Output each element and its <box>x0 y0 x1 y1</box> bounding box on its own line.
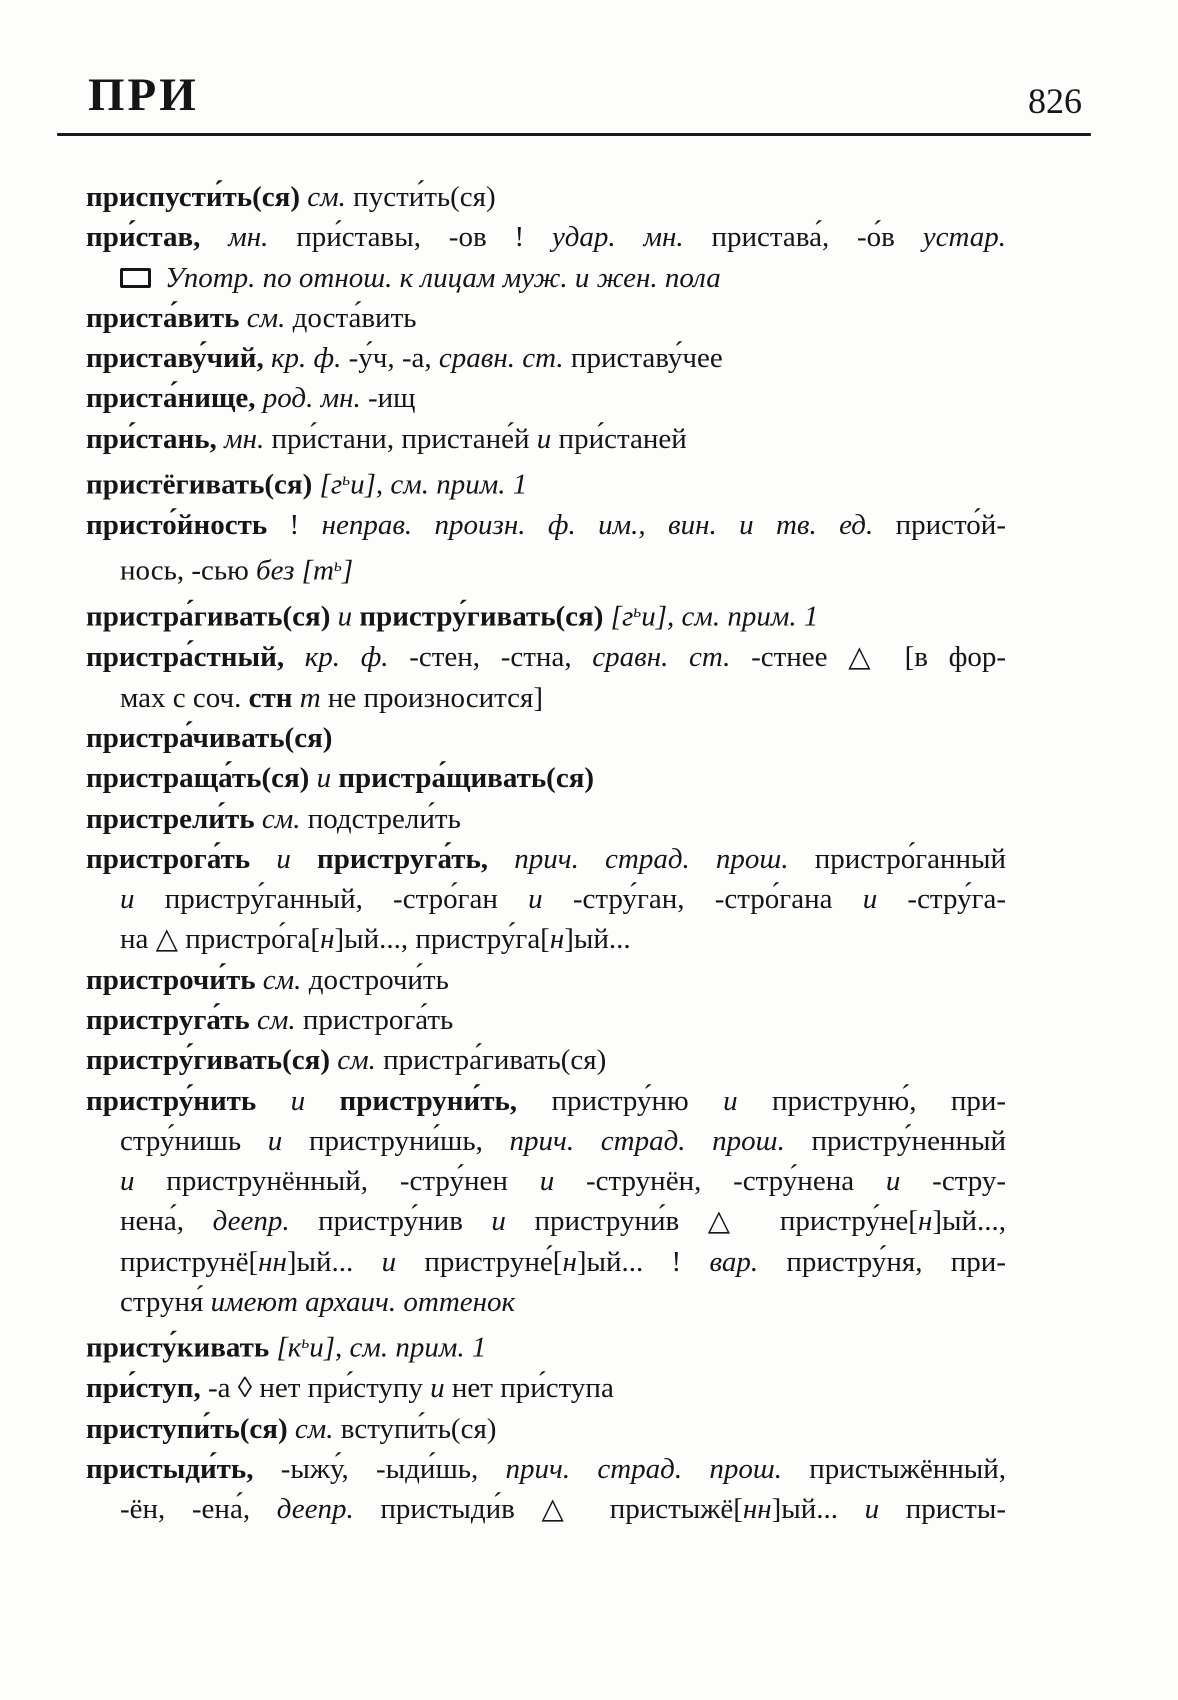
grammar-label: и <box>885 1165 933 1198</box>
grammar-label: и <box>430 1372 452 1405</box>
grammar-label: без [т <box>256 555 334 588</box>
entries <box>0 177 1178 1530</box>
grammar-label: н <box>917 1205 933 1238</box>
grammar-label: ] <box>341 555 354 588</box>
entry-line <box>0 378 1178 418</box>
grammar-label: и], см. прим. 1 <box>641 601 819 634</box>
entry-text: на △ пристро́га[ <box>120 923 321 956</box>
grammar-label: см. <box>246 301 293 334</box>
superscript-soft-sign: ь <box>342 469 351 490</box>
entry-text: подстрели́ть <box>307 802 461 835</box>
grammar-label: см. <box>337 1044 384 1077</box>
headword-text: при́стань, <box>86 422 225 455</box>
header-rule <box>57 133 1091 136</box>
entry-line <box>0 1081 1178 1121</box>
entry-text: струня́ <box>120 1286 211 1319</box>
entry-line <box>0 919 1178 959</box>
grammar-label: сравн. ст. <box>438 342 571 375</box>
entry-line <box>0 545 1178 591</box>
grammar-label: и <box>539 1165 586 1198</box>
entry-line <box>0 758 1178 798</box>
grammar-label: прич. страд. прош. <box>514 842 815 875</box>
entry-text: пристру́ненный <box>811 1124 1006 1157</box>
entry-line <box>0 678 1178 718</box>
headword-text: приспусти́ть(ся) <box>86 181 308 213</box>
grammar-label: и <box>536 422 559 455</box>
entry-text: ]ый... <box>286 1245 382 1278</box>
headword-text: пристёгивать(ся) <box>86 468 320 501</box>
grammar-label: и <box>528 883 573 916</box>
grammar-label: см. <box>294 1412 341 1445</box>
grammar-label: и <box>276 842 318 875</box>
headword-text: пристраща́ть(ся) <box>86 762 317 795</box>
entry-line <box>0 298 1178 338</box>
entry-text: ]ый..., пристру́га[ <box>334 923 550 956</box>
entry-line <box>0 1161 1178 1201</box>
entry-text: пристру́нив <box>318 1205 492 1238</box>
entry-text: присто́й- <box>895 509 1006 542</box>
superscript-soft-sign: ь <box>633 601 642 622</box>
grammar-label: кр. ф. <box>304 641 410 674</box>
entry-line <box>0 1201 1178 1241</box>
entry-line <box>0 1282 1178 1322</box>
entry-line <box>0 1242 1178 1282</box>
entry-text: -стнее △ [в фор- <box>751 641 1007 674</box>
grammar-label: кр. ф. <box>270 342 349 375</box>
grammar-label: и <box>120 883 165 916</box>
headword-text: приструга́ть, <box>317 842 515 875</box>
grammar-label: и <box>491 1205 535 1238</box>
headword-text: присту́кивать <box>86 1332 277 1365</box>
entry-text: приструни́шь, <box>308 1124 510 1157</box>
entry-text: -ён, -ена́, <box>120 1493 277 1526</box>
grammar-label: т <box>299 681 328 714</box>
running-head: ПРИ <box>88 69 199 121</box>
grammar-label: и <box>337 601 360 634</box>
usage-note-box-icon <box>120 268 151 288</box>
entry-text: не произносится] <box>327 681 544 714</box>
entry-text: -ыжу́, -ыди́шь, <box>280 1452 506 1485</box>
entry-text: дострочи́ть <box>308 963 449 996</box>
entry-text: при́ставы, -ов ! <box>296 221 552 254</box>
page-number: 826 <box>1028 81 1082 121</box>
grammar-label: неправ. произн. ф. им., вин. и тв. ед. <box>321 509 896 542</box>
entry-line <box>0 505 1178 545</box>
entry-text: пристру́ня, при- <box>786 1245 1006 1278</box>
headword-text: пристру́гивать(ся) <box>86 1044 338 1077</box>
entry-text: приструнённый, -стру́нен <box>166 1165 540 1198</box>
entry-line <box>0 1489 1178 1529</box>
entry-line <box>0 1449 1178 1489</box>
entry-text: приструне́[ <box>424 1245 563 1278</box>
entry-text: -струнён, -стру́нена <box>586 1165 886 1198</box>
headword-text: при́ступ, <box>86 1372 208 1405</box>
headword-text: пристра́чивать(ся) <box>86 721 333 754</box>
entry-line <box>0 419 1178 459</box>
entry-text: -стру́ган, -стро́гана <box>572 883 863 916</box>
grammar-label: прич. страд. прош. <box>509 1124 812 1157</box>
grammar-label: имеют архаич. оттенок <box>210 1286 516 1319</box>
entry-line <box>0 1040 1178 1080</box>
entry-text: присты- <box>905 1493 1006 1526</box>
headword-text: пристрели́ть <box>86 802 262 835</box>
grammar-label: и <box>290 1084 340 1117</box>
headword-text: стн <box>248 681 300 714</box>
grammar-label: и <box>381 1245 425 1278</box>
entry-line <box>0 1322 1178 1368</box>
headword-text: пристра́гивать(ся) <box>86 601 338 634</box>
entry-text: доста́вить <box>292 301 417 334</box>
superscript-soft-sign: ь <box>301 1332 310 1353</box>
entry-text: пристру́ганный, -стро́ган <box>164 883 529 916</box>
grammar-label: и], см. прим. 1 <box>350 468 528 501</box>
grammar-label: и <box>862 883 908 916</box>
grammar-label: и <box>723 1084 772 1117</box>
entry-line <box>0 338 1178 378</box>
entry-text: нет при́ступа <box>451 1372 614 1405</box>
headword-text: приструга́ть <box>86 1004 258 1036</box>
entry-line <box>0 799 1178 839</box>
grammar-label: [г <box>319 468 343 501</box>
entry-text: ! <box>289 509 322 542</box>
entry-text: -а ◊ нет при́ступу <box>208 1372 431 1405</box>
grammar-label: деепр. <box>212 1205 319 1238</box>
grammar-label: [к <box>276 1332 302 1365</box>
entry-line <box>0 1409 1178 1449</box>
entry-line <box>0 459 1178 505</box>
grammar-label: и <box>864 1493 906 1526</box>
grammar-label: и <box>120 1165 167 1198</box>
entry-line <box>0 718 1178 758</box>
entry-text: приставу́чее <box>570 342 723 375</box>
entry-text: ]ый..., <box>932 1205 1006 1238</box>
grammar-label: Употр. по отнош. к лицам муж. и жен. пола <box>165 261 721 294</box>
grammar-label: [г <box>610 601 634 634</box>
grammar-label: н <box>320 923 335 956</box>
grammar-label: и <box>316 762 339 795</box>
entry-text: пристава́, -о́в <box>711 221 923 254</box>
entry-text: -ищ <box>367 382 416 415</box>
entry-text: вступи́ть(ся) <box>340 1412 497 1445</box>
entry-text: пусти́ть(ся) <box>353 181 496 213</box>
entry-text: приструню́, при- <box>771 1084 1007 1117</box>
entry-text: приструнё[ <box>120 1245 259 1278</box>
grammar-label: мн. <box>228 221 297 254</box>
grammar-label: см. <box>261 802 308 835</box>
headword-text: пристра́стный, <box>86 641 305 674</box>
grammar-label: устар. <box>922 221 1006 254</box>
entry-line <box>0 591 1178 637</box>
headword-text: приста́вить <box>86 301 247 334</box>
entry-line <box>0 879 1178 919</box>
grammar-label: нн <box>742 1493 772 1526</box>
entry-text: пристро́ганный <box>814 842 1006 875</box>
entry-line <box>0 217 1178 257</box>
entry-line <box>0 1368 1178 1408</box>
entry-text: пристрога́ть <box>302 1004 454 1036</box>
entry-text: при́стани, пристане́й <box>271 422 537 455</box>
entry-line <box>0 960 1178 1000</box>
entry-text: нена́, <box>120 1205 213 1238</box>
entry-text: нось, -сью <box>120 555 257 588</box>
grammar-label: см. <box>257 1004 303 1036</box>
headword-text: пристрога́ть <box>86 842 277 875</box>
grammar-label: удар. мн. <box>551 221 712 254</box>
grammar-label: мн. <box>224 422 272 455</box>
headword-text: приступи́ть(ся) <box>86 1412 295 1445</box>
entry-text: пристру́ню <box>551 1084 724 1117</box>
entry-text: при́станей <box>558 422 687 455</box>
entry-text: -у́ч, -а, <box>348 342 439 375</box>
grammar-label: сравн. ст. <box>592 641 752 674</box>
headword-text: пристру́гивать(ся) <box>359 601 611 634</box>
entry-text: пристра́гивать(ся) <box>383 1044 607 1077</box>
headword-text: приставу́чий, <box>86 342 271 375</box>
entry-text: -стру- <box>932 1165 1007 1198</box>
grammar-label: прич. страд. прош. <box>505 1452 810 1485</box>
grammar-label: род. мн. <box>262 382 368 415</box>
headword-text: приструни́ть, <box>339 1084 552 1117</box>
grammar-label: н <box>562 1245 577 1278</box>
headword-text: при́став, <box>86 221 229 254</box>
entry-line <box>0 637 1178 677</box>
entry-line <box>0 1000 1178 1040</box>
entry-text: -стру́га- <box>907 883 1007 916</box>
entry-line <box>0 1121 1178 1161</box>
superscript-soft-sign: ь <box>333 555 342 576</box>
entry-line <box>0 177 1178 217</box>
entry-text: приструни́в △ пристру́не[ <box>534 1205 918 1238</box>
headword-text: пристрочи́ть <box>86 963 263 996</box>
entry-text: мах с соч. <box>120 681 249 714</box>
grammar-label: деепр. <box>276 1493 381 1526</box>
headword-text: пристра́щивать(ся) <box>338 762 595 795</box>
grammar-label: и <box>267 1124 309 1157</box>
entry-text: ]ый... <box>564 923 631 956</box>
entry-text: -стен, -стна, <box>409 641 593 674</box>
grammar-label: см. <box>262 963 309 996</box>
headword-text: пристру́нить <box>86 1084 291 1117</box>
entry-text: пристыжённый, <box>809 1452 1006 1485</box>
grammar-label: нн <box>258 1245 287 1278</box>
entry-line <box>0 839 1178 879</box>
grammar-label: вар. <box>709 1245 787 1278</box>
headword-text: пристыди́ть, <box>86 1452 281 1485</box>
entry-text: ]ый... <box>771 1493 865 1526</box>
entry-text: пристыди́в △ пристыжё[ <box>380 1493 743 1526</box>
entry-text: ]ый... ! <box>576 1245 710 1278</box>
grammar-label: и], см. прим. 1 <box>309 1332 487 1365</box>
headword-text: приста́нище, <box>86 382 263 415</box>
headword-text: присто́йность <box>86 509 290 542</box>
entry-text: стру́нишь <box>120 1124 268 1157</box>
entry-line <box>0 258 1178 298</box>
grammar-label: см. <box>307 181 354 213</box>
grammar-label: н <box>549 923 565 956</box>
